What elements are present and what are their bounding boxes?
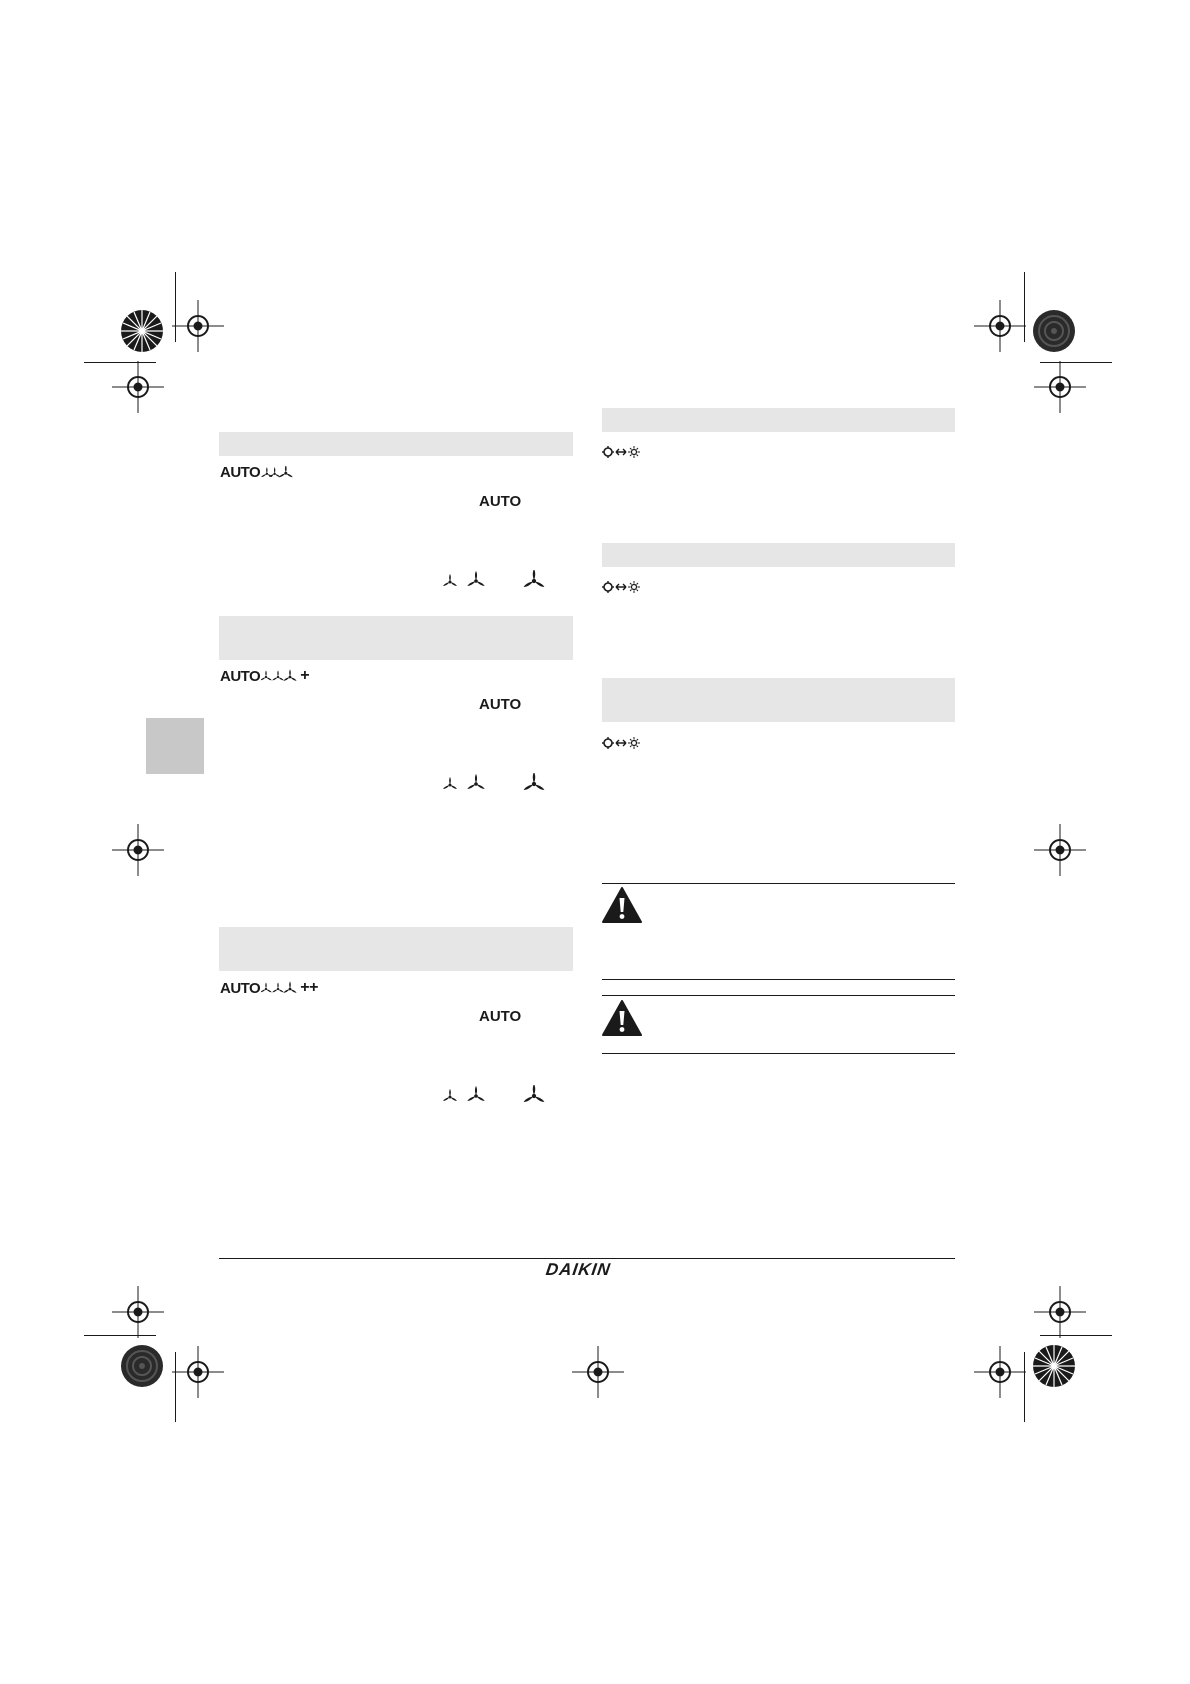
plus-marks: ++ (300, 979, 318, 996)
footer-rule (219, 1258, 955, 1259)
crosshair-icon (1034, 824, 1086, 876)
density-disc-icon (121, 1345, 163, 1387)
warning-rule-top (602, 995, 955, 996)
mode-code-label (220, 979, 318, 997)
heat-cool-switch-icon (602, 446, 642, 459)
starburst-icon (121, 310, 163, 352)
fan-mid-icon (467, 571, 485, 587)
crosshair-icon (1034, 361, 1086, 413)
fan-low-icon (443, 777, 458, 790)
mode-code-label (220, 667, 309, 685)
warning-rule-bottom (602, 979, 955, 980)
fan-mid-icon (467, 1086, 485, 1102)
daikin-logo: DAIKIN (544, 1260, 612, 1279)
fan-speed-icon (261, 466, 297, 480)
warning-rule-bottom (602, 1053, 955, 1054)
density-disc-icon (1033, 310, 1075, 352)
section-header-bar (219, 927, 573, 971)
crosshair-icon (572, 1346, 624, 1398)
side-tab (146, 718, 204, 774)
warning-triangle-icon (602, 999, 642, 1037)
crosshair-icon (172, 300, 224, 352)
warning-rule-top (602, 883, 955, 884)
mode-code-text: AUTO (220, 979, 261, 997)
mode-code-text: AUTO (220, 667, 261, 685)
crosshair-icon (112, 1286, 164, 1338)
section-header-bar (602, 408, 955, 432)
section-header-bar (602, 543, 955, 567)
fan-mid-icon (467, 774, 485, 790)
section-header-bar (219, 616, 573, 660)
crosshair-icon (974, 1346, 1026, 1398)
fan-speed-steps (440, 773, 550, 795)
crosshair-icon (974, 300, 1026, 352)
crosshair-icon (112, 824, 164, 876)
heat-cool-switch-icon (602, 737, 642, 750)
warning-triangle-icon (602, 886, 642, 924)
auto-label: AUTO (479, 696, 522, 713)
fan-high-icon (523, 1085, 545, 1103)
crosshair-icon (172, 1346, 224, 1398)
crosshair-icon (112, 361, 164, 413)
plus-marks: + (300, 667, 310, 684)
heat-cool-switch-icon (602, 581, 642, 594)
fan-speed-steps (440, 570, 550, 592)
fan-speed-steps (440, 1085, 550, 1107)
mode-code-text: AUTO (220, 464, 261, 481)
fan-low-icon (443, 574, 458, 587)
fan-low-icon (443, 1089, 458, 1102)
fan-speed-icon (261, 981, 299, 995)
auto-label: AUTO (479, 1008, 522, 1025)
section-header-bar (219, 432, 573, 456)
starburst-icon (1033, 1345, 1075, 1387)
section-header-bar (602, 678, 955, 722)
fan-speed-icon (261, 669, 299, 683)
mode-code-label (220, 464, 297, 481)
crosshair-icon (1034, 1286, 1086, 1338)
auto-label: AUTO (479, 493, 522, 510)
fan-high-icon (523, 570, 545, 588)
fan-high-icon (523, 773, 545, 791)
